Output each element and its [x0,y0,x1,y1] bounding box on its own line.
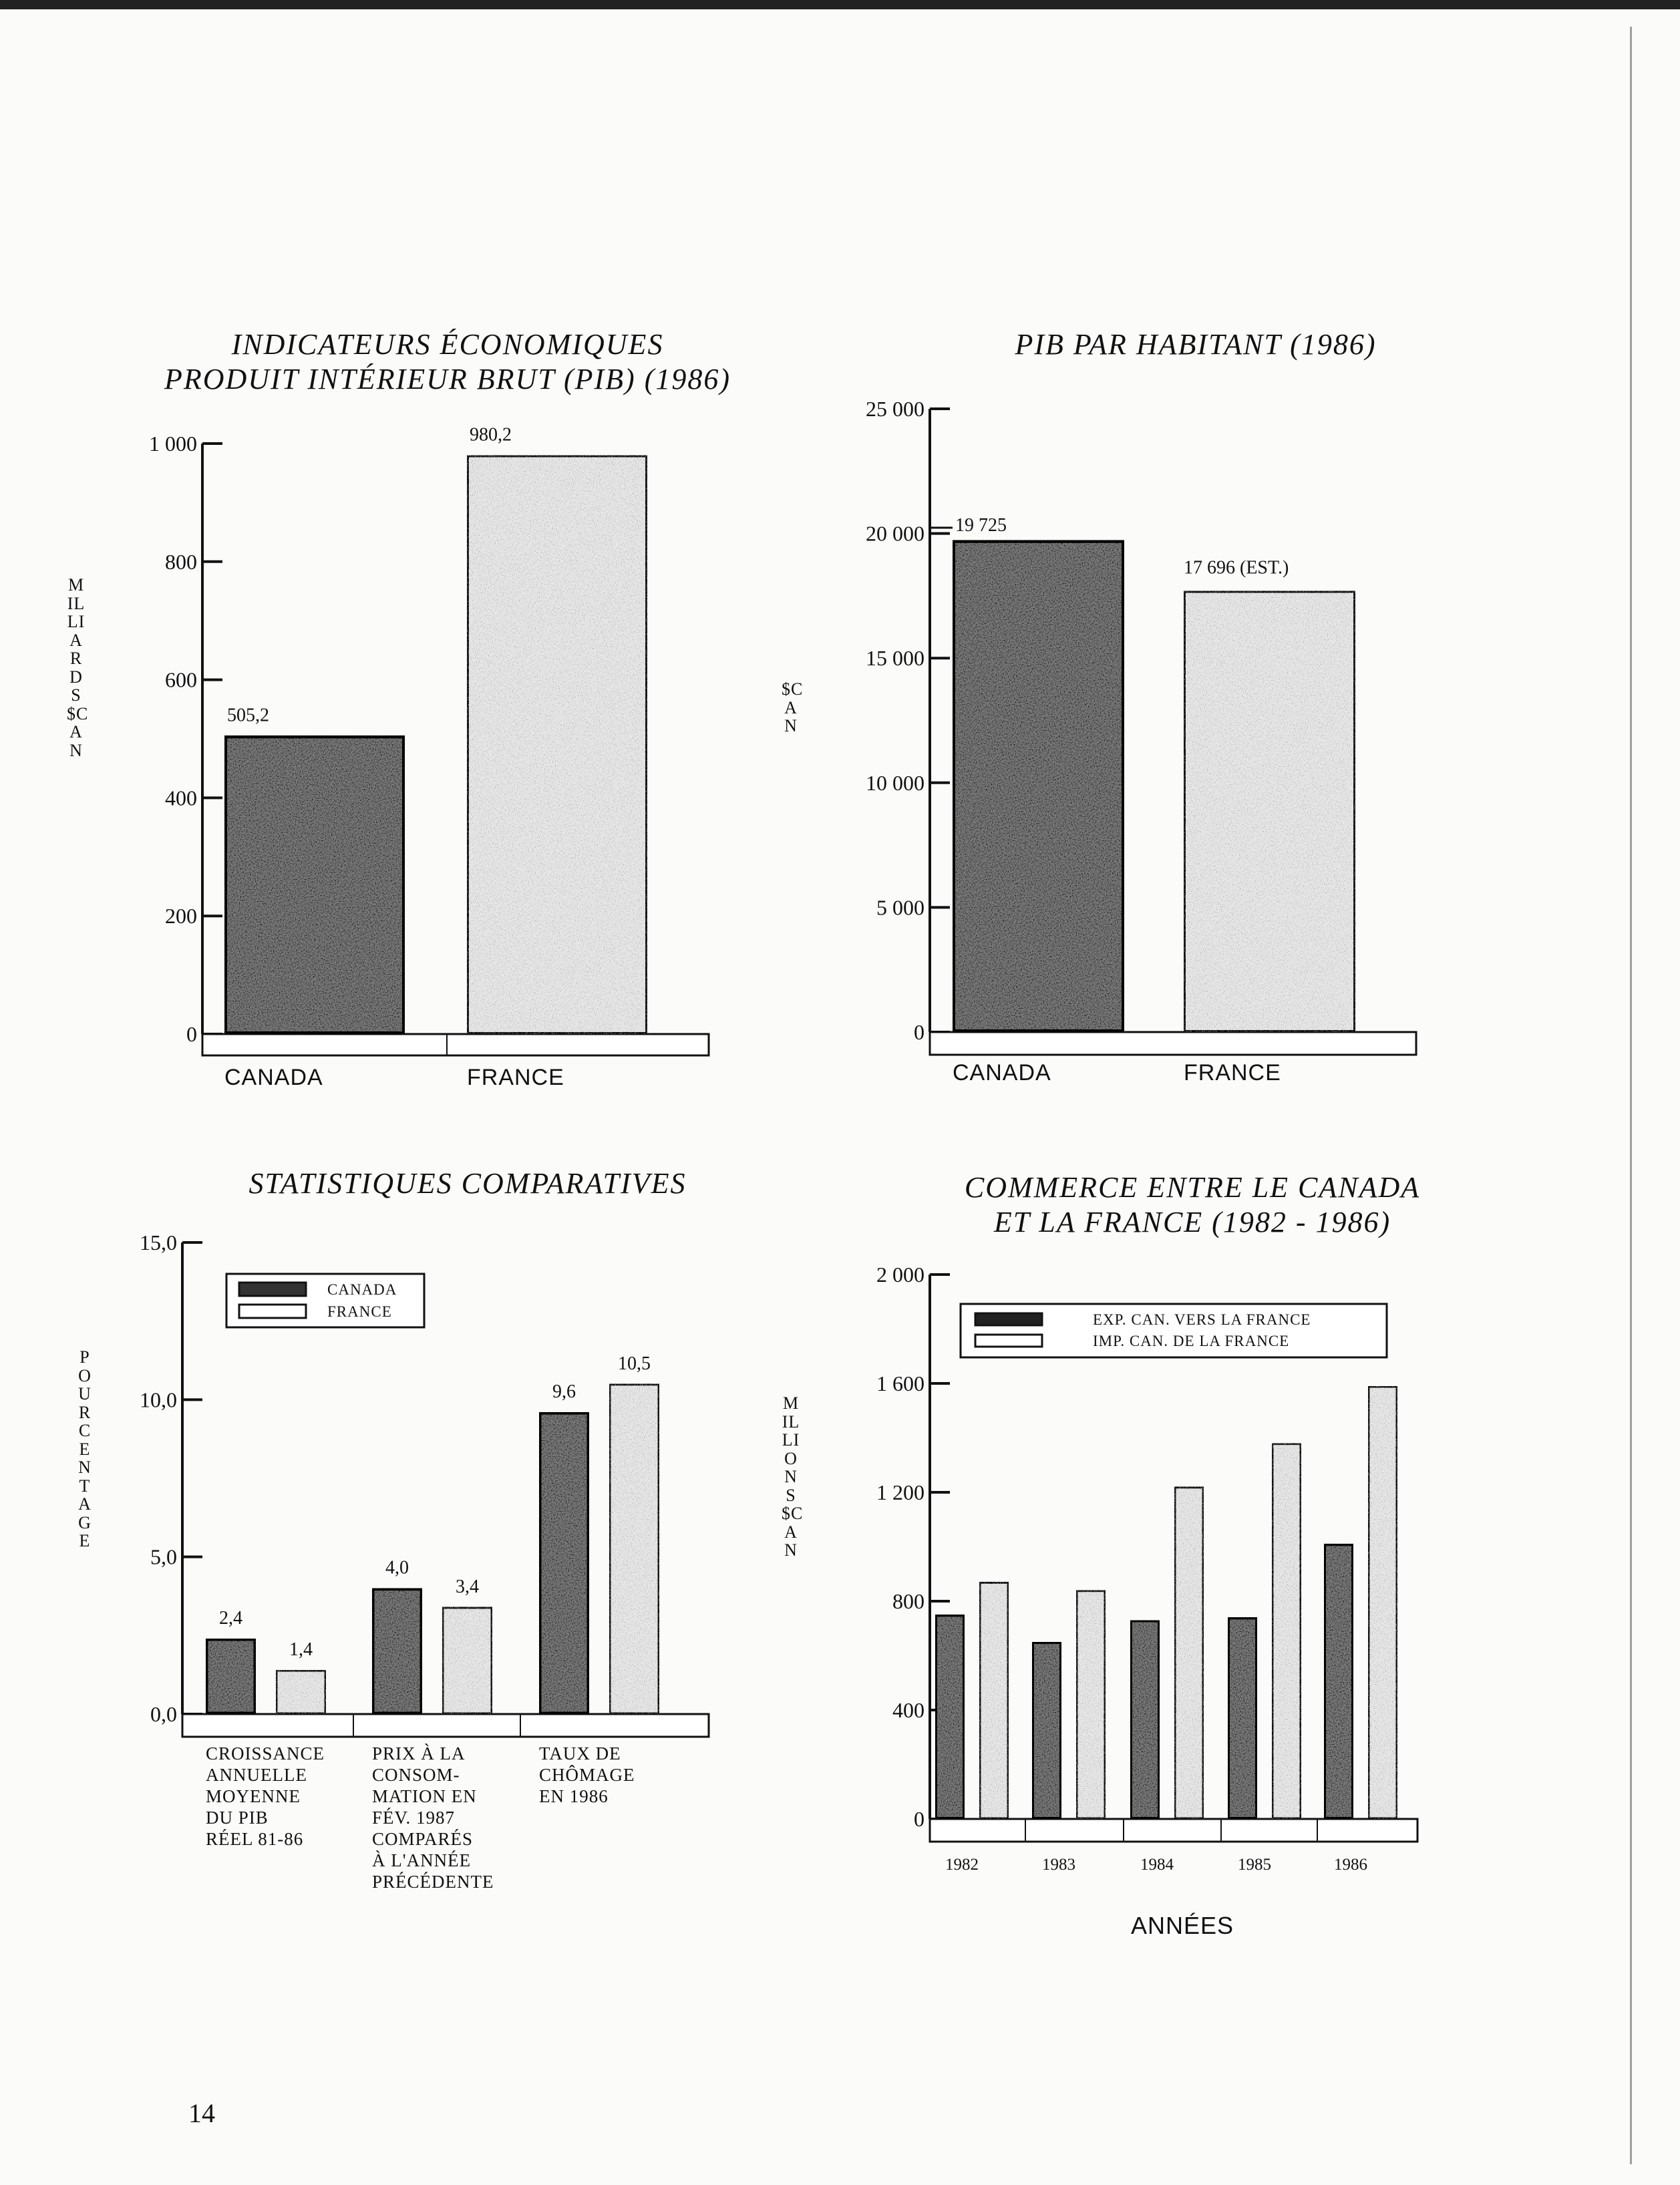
chart4-ylabel: MILLIONS $CAN [782,1393,804,1560]
chart3-bar [276,1670,326,1714]
chart1-category-label: FRANCE [467,1065,564,1090]
chart3-title: STATISTIQUES COMPARATIVES [248,1167,687,1200]
chart3-value-label: 4,0 [385,1557,409,1578]
chart2-bar [1184,591,1355,1032]
chart1-value-label: 980,2 [470,424,512,446]
chart1-y-tick-label: 600 [165,667,197,692]
chart2-y-tick-label: 15 000 [866,646,925,671]
chart4-legend-label: IMP. CAN. DE LA FRANCE [1093,1333,1290,1349]
chart3-y-tick-label: 5,0 [150,1544,177,1569]
chart1-y-tick-label: 800 [165,549,197,574]
chart3-bar [539,1412,589,1714]
chart3-legend-label: CANADA [327,1281,397,1298]
chart3-category-label: CROISSANCE ANNUELLE MOYENNE DU PIB RÉEL 81-86 [206,1743,325,1849]
chart4-year-label: 1986 [1334,1856,1367,1874]
chart1-y-tick-label: 400 [165,786,197,810]
chart2-category-label: FRANCE [1184,1060,1281,1085]
chart1-bar [467,456,647,1034]
chart2-bar [953,540,1124,1032]
chart3-baseline [182,1714,709,1737]
chart1-bar [224,735,405,1034]
chart3-legend-label: FRANCE [327,1303,392,1320]
chart4-bar [1324,1544,1353,1819]
page-number: 14 [188,2098,215,2128]
chart2-y-tick-label: 25 000 [866,397,925,421]
chart1-y-tick-label: 0 [186,1022,197,1046]
chart3-y-tick-label: 10,0 [140,1387,177,1412]
chart3-category-label: TAUX DE CHÔMAGE EN 1986 [539,1743,635,1806]
chart3-bar [609,1384,659,1714]
chart4-bar [1076,1590,1106,1819]
chart1-value-label: 505,2 [227,705,269,726]
chart4-baseline [930,1819,1417,1842]
chart4-bar [1174,1487,1204,1819]
chart4-y-tick-label: 0 [914,1807,925,1831]
chart3-legend-swatch [239,1305,306,1318]
chart4-bar [1130,1621,1160,1819]
chart3-value-label: 1,4 [289,1639,313,1661]
chart3-value-label: 2,4 [219,1608,242,1629]
chart1-title: INDICATEURS ÉCONOMIQUES PRODUIT INTÉRIEUR BRUT (PIB) (1986) [164,328,731,395]
chart4-year-label: 1985 [1238,1856,1271,1874]
chart3-y-tick-label: 0,0 [150,1702,177,1726]
chart2-y-tick-label: 10 000 [866,770,925,795]
chart2-y-tick-label: 20 000 [866,521,925,546]
chart3-ylabel: POURCENTAGE [78,1347,92,1550]
chart3-legend-swatch [239,1283,306,1296]
chart4-legend-swatch [975,1335,1042,1347]
chart3-value-label: 9,6 [552,1381,576,1403]
chart4-bar [1032,1642,1061,1819]
chart4-bar [1272,1444,1301,1819]
chart4-y-tick-label: 1 200 [876,1480,925,1504]
chart4-year-label: 1984 [1140,1856,1174,1874]
chart2-y-tick-label: 0 [914,1020,925,1044]
chart4-bar [1368,1386,1397,1819]
chart4-bar [1228,1617,1257,1819]
chart4-year-label: 1983 [1042,1856,1075,1874]
chart2-category-label: CANADA [953,1060,1051,1085]
chart2-baseline [930,1032,1416,1055]
chart1-category-label: CANADA [224,1065,323,1090]
chart2-ylabel: $CAN [782,679,804,735]
chart4-title: COMMERCE ENTRE LE CANADA ET LA FRANCE (1982 - 1986) [964,1171,1421,1238]
chart1-baseline [202,1034,709,1055]
chart2-y-tick-label: 5 000 [876,895,925,920]
chart2-title: PIB PAR HABITANT (1986) [1015,328,1377,361]
chart3-value-label: 10,5 [618,1353,651,1374]
chart3-category-label: PRIX À LA CONSOM-MATION EN FÉV. 1987 COMPARÉS À L'ANNÉE PRÉCÉDENTE [372,1743,494,1892]
chart4-y-tick-label: 1 600 [876,1371,925,1395]
chart4-y-tick-label: 400 [892,1698,925,1722]
chart1-ylabel: MILLIARDS $CAN [67,575,89,760]
chart3-bar [206,1639,256,1714]
chart4-x-axis-title: ANNÉES [1130,1912,1234,1939]
chart4-legend-label: EXP. CAN. VERS LA FRANCE [1093,1311,1311,1328]
chart2-value-label: 17 696 (EST.) [1184,557,1289,578]
chart4-legend-swatch [975,1313,1042,1325]
chart1-y-tick-label: 200 [165,904,197,929]
chart3-y-tick-label: 15,0 [140,1230,177,1254]
chart4-bar [979,1582,1009,1819]
chart1-y-tick-label: 1 000 [149,432,197,456]
chart3-value-label: 3,4 [456,1576,479,1597]
chart4-year-label: 1982 [945,1856,979,1874]
chart2-value-label: 19 725 [955,514,1007,536]
chart4-y-tick-label: 800 [892,1589,925,1613]
chart3-bar [372,1588,422,1714]
chart3-bar [442,1607,492,1714]
chart4-y-tick-label: 2 000 [876,1263,925,1287]
chart4-bar [935,1615,965,1819]
